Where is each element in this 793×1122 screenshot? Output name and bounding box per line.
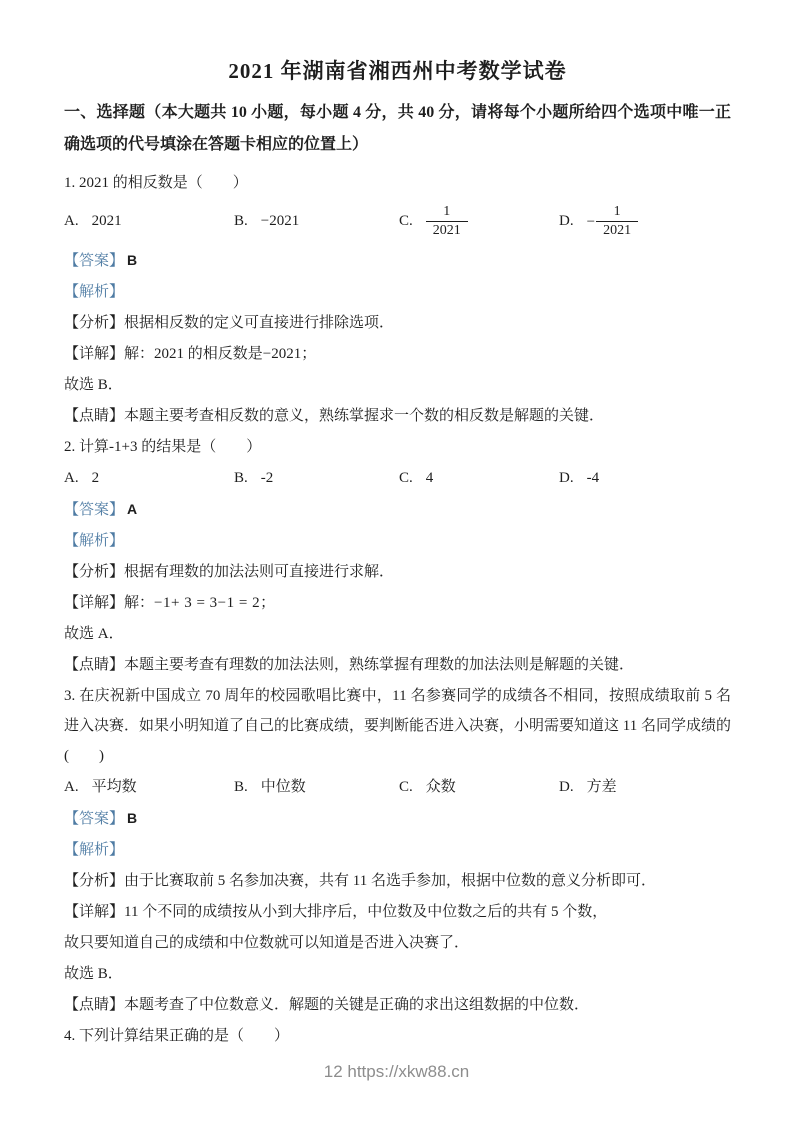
fraction — [426, 204, 468, 239]
analysis-text: 根据有理数的加法法则可直接进行求解． — [124, 563, 395, 580]
option-text: 众数 — [425, 778, 456, 795]
note-text: 本题考查了中位数意义．解题的关键是正确的求出这组数据的中位数． — [124, 996, 590, 1013]
detail-text: 11 个不同的成绩按从小到大排序后，中位数及中位数之后的共有 5 个数， — [124, 903, 608, 920]
option-d — [559, 199, 731, 244]
option-text: -4 — [586, 469, 600, 486]
option-text: 平均数 — [91, 778, 137, 795]
option-text: 4 — [425, 469, 434, 486]
analysis-text: 根据相反数的定义可直接进行排除选项． — [124, 314, 395, 331]
option-label: A. — [64, 778, 79, 795]
answer-marker: 【答案】 — [64, 252, 125, 269]
fraction — [596, 204, 638, 239]
answer-line — [64, 245, 731, 276]
option-c — [399, 199, 559, 243]
option-label: D. — [559, 213, 574, 229]
answer-letter: A — [127, 500, 138, 517]
fraction-numerator: 1 — [443, 204, 451, 220]
minus-sign: − — [586, 213, 596, 230]
fraction-numerator: 1 — [613, 203, 621, 219]
document-title: 2021 年湖南省湘西州中考数学试卷 — [228, 59, 567, 83]
question-2 — [64, 432, 731, 680]
answer-letter: B — [127, 251, 138, 268]
question-3-options — [64, 772, 731, 802]
section-header: 一、选择题（本大题共 10 小题，每小题 4 分，共 40 分，请将每个小题所给四个选项中唯一正确选项的代号填涂在答题卡相应的位置上） — [64, 104, 731, 153]
analysis-line — [64, 866, 731, 896]
question-1 — [64, 168, 731, 431]
analysis-marker: 【分析】 — [64, 314, 125, 331]
note-line — [64, 990, 731, 1020]
question-1-options — [64, 199, 731, 244]
detail-marker: 【详解】 — [64, 594, 125, 611]
note-text: 本题主要考查有理数的加法法则，熟练掌握有理数的加法法则是解题的关键． — [124, 656, 635, 673]
analysis-marker: 【分析】 — [64, 563, 125, 580]
option-label: B. — [234, 778, 248, 795]
option-text: -2 — [260, 469, 274, 486]
option-label: B. — [234, 469, 248, 486]
answer-letter: B — [127, 809, 138, 826]
fraction-denominator: 2021 — [596, 221, 638, 239]
option-label: D. — [559, 778, 574, 795]
conclusion-line: 故选 A． — [64, 625, 124, 642]
explanation-line — [64, 835, 731, 865]
option-d — [559, 772, 731, 802]
option-text: 2 — [91, 469, 100, 486]
note-marker: 【点睛】 — [64, 407, 125, 424]
option-b — [234, 463, 399, 493]
question-3 — [64, 681, 731, 1020]
conclusion-line: 故选 B． — [64, 376, 123, 393]
answer-marker: 【答案】 — [64, 501, 125, 518]
note-line — [64, 401, 731, 431]
detail-suffix: ； — [260, 594, 276, 611]
answer-line — [64, 494, 731, 525]
explanation-marker: 【解析】 — [64, 283, 125, 300]
note-marker: 【点睛】 — [64, 656, 125, 673]
detail-line — [64, 588, 731, 618]
option-label: B. — [234, 213, 248, 230]
analysis-line — [64, 557, 731, 587]
note-line — [64, 650, 731, 680]
option-c — [399, 463, 559, 493]
detail-marker: 【详解】 — [64, 345, 125, 362]
option-a — [64, 199, 234, 243]
analysis-line — [64, 308, 731, 338]
option-label: A. — [64, 213, 79, 230]
fraction-denominator: 2021 — [426, 221, 468, 239]
question-3-stem: 3. 在庆祝新中国成立 70 周年的校园歌唱比赛中，11 名参赛同学的成绩各不相同，按照成绩取前 5 名进入决赛．如果小明知道了自己的比赛成绩，要判断能否进入决赛，小明需要知道这 11 名同学成绩的( ) — [64, 687, 731, 764]
option-text: 2021 — [91, 213, 122, 230]
note-text: 本题主要考查相反数的意义，熟练掌握求一个数的相反数是解题的关键． — [124, 407, 605, 424]
option-text: 中位数 — [260, 778, 306, 795]
detail-marker: 【详解】 — [64, 903, 125, 920]
option-c — [399, 772, 559, 802]
question-2-options — [64, 463, 731, 493]
option-label: D. — [559, 469, 574, 486]
question-4-stem: 4. 下列计算结果正确的是（ ） — [64, 1027, 290, 1044]
option-d — [559, 463, 731, 493]
option-text: −2021 — [260, 213, 300, 230]
explanation-marker: 【解析】 — [64, 532, 125, 549]
detail-continuation-line: 故只要知道自己的成绩和中位数就可以知道是否进入决赛了． — [64, 934, 470, 951]
explanation-line — [64, 277, 731, 307]
answer-marker: 【答案】 — [64, 810, 125, 827]
option-label: C. — [399, 469, 413, 486]
detail-prefix: 解： — [124, 594, 155, 611]
detail-line — [64, 897, 731, 927]
option-label: C. — [399, 213, 413, 230]
option-b — [234, 199, 399, 243]
question-1-stem: 1. 2021 的相反数是（ ） — [64, 175, 248, 191]
analysis-text: 由于比赛取前 5 名参加决赛，共有 11 名选手参加，根据中位数的意义分析即可． — [124, 872, 656, 889]
detail-math: −1+ 3 = 3−1 = 2 — [154, 594, 261, 611]
page-footer-watermark: 12 https://xkw88.cn — [323, 1062, 470, 1081]
question-4 — [64, 1021, 731, 1051]
detail-text: 解：2021 的相反数是−2021； — [124, 345, 317, 362]
note-marker: 【点睛】 — [64, 996, 125, 1013]
answer-line — [64, 803, 731, 834]
conclusion-line: 故选 B． — [64, 965, 123, 982]
option-label: C. — [399, 778, 413, 795]
option-a — [64, 463, 234, 493]
analysis-marker: 【分析】 — [64, 872, 125, 889]
option-a — [64, 772, 234, 802]
question-2-stem: 2. 计算-1+3 的结果是（ ） — [64, 438, 262, 455]
detail-line — [64, 339, 731, 369]
explanation-marker: 【解析】 — [64, 841, 125, 858]
option-b — [234, 772, 399, 802]
explanation-line — [64, 526, 731, 556]
option-label: A. — [64, 469, 79, 486]
option-text: 方差 — [586, 778, 617, 795]
